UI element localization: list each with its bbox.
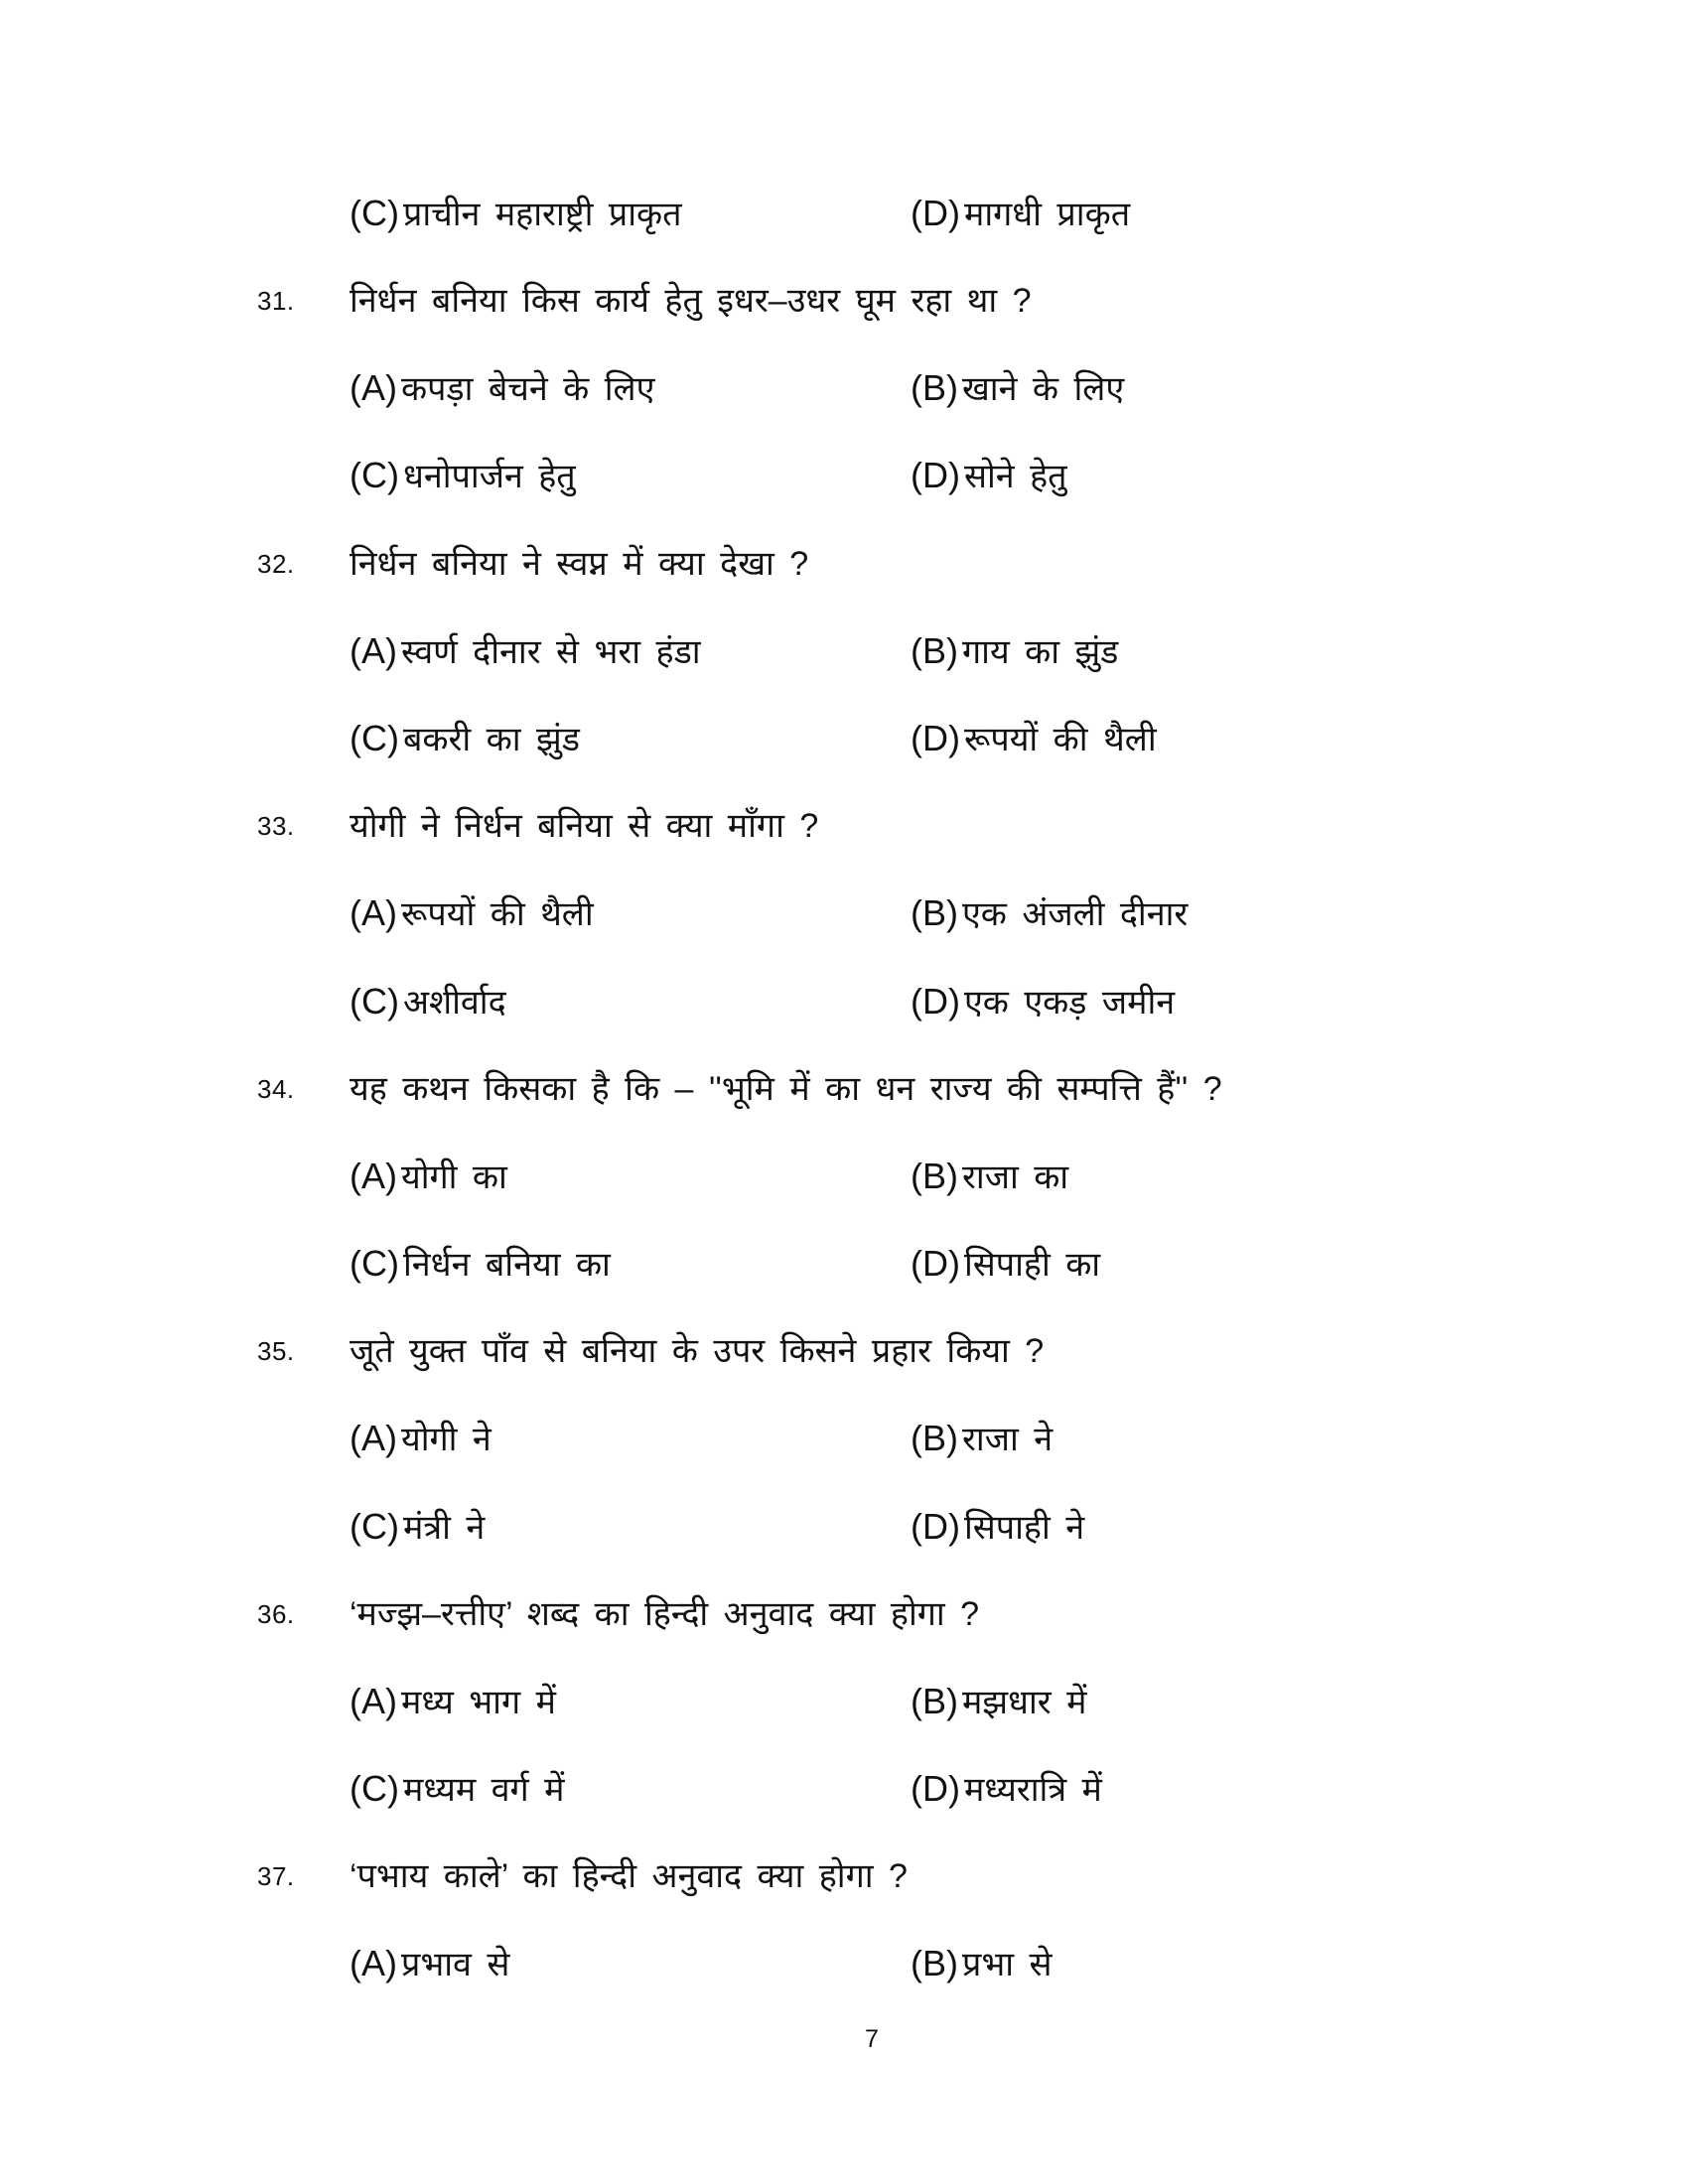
question-37 — [0, 1851, 1688, 1901]
option-text: मंत्री ने — [402, 1509, 486, 1547]
page-number: 7 — [865, 2025, 879, 2053]
option-label: (C) — [350, 1768, 399, 1809]
option-label: (D) — [911, 718, 960, 758]
option-text: प्राचीन महाराष्ट्री प्राकृत — [402, 196, 682, 233]
option-d — [911, 714, 1157, 764]
option-label: (D) — [911, 193, 960, 233]
option-d — [911, 189, 1130, 239]
option-b — [911, 888, 1188, 939]
question-number: 35. — [257, 1336, 295, 1366]
option-c — [350, 451, 576, 501]
option-row — [0, 1239, 1688, 1289]
option-text: रूपयों की थैली — [963, 721, 1157, 758]
option-row — [0, 363, 1688, 413]
option-row — [0, 888, 1688, 938]
option-label: (A) — [350, 630, 397, 671]
option-c — [350, 1502, 485, 1553]
option-row — [0, 1677, 1688, 1726]
option-row — [0, 1764, 1688, 1814]
option-row — [0, 451, 1688, 500]
option-label: (D) — [911, 1768, 960, 1809]
option-d — [911, 977, 1175, 1027]
option-text: स्वर्ण दीनार से भरा हंडा — [401, 633, 701, 671]
question-35 — [0, 1326, 1688, 1376]
question-number: 34. — [257, 1074, 295, 1104]
option-label: (C) — [350, 455, 399, 495]
option-b — [911, 1939, 1052, 1989]
option-row — [0, 714, 1688, 763]
option-b — [911, 1414, 1053, 1464]
option-text: बकरी का झुंड — [402, 721, 580, 758]
question-number: 37. — [257, 1861, 295, 1891]
option-label: (A) — [350, 1943, 397, 1983]
option-label: (D) — [911, 1506, 960, 1547]
option-text: धनोपार्जन हेतु — [402, 458, 576, 495]
option-d — [911, 451, 1067, 501]
option-text: मध्यरात्रि में — [963, 1771, 1102, 1809]
option-text: प्रभाव से — [401, 1946, 510, 1983]
option-label: (A) — [350, 1681, 397, 1721]
option-label: (A) — [350, 892, 397, 933]
option-text: सिपाही का — [963, 1246, 1101, 1284]
option-b — [911, 1152, 1068, 1202]
option-label: (C) — [350, 1243, 399, 1284]
question-text: जूते युक्त पाँव से बनिया के उपर किसने प्रहार किया ? — [350, 1332, 1045, 1370]
question-text: ‘मज्झ–रत्तीए’ शब्द का हिन्दी अनुवाद क्या होगा ? — [350, 1595, 980, 1633]
option-row — [0, 1939, 1688, 1988]
question-32 — [0, 539, 1688, 589]
option-b — [911, 363, 1124, 414]
option-text: योगी का — [401, 1159, 507, 1196]
option-label: (B) — [911, 1681, 958, 1721]
option-row — [0, 626, 1688, 676]
option-c — [350, 714, 580, 764]
option-text: सिपाही ने — [963, 1509, 1085, 1547]
option-label: (A) — [350, 1418, 397, 1458]
question-text: योगी ने निर्धन बनिया से क्या माँगा ? — [350, 807, 819, 845]
option-b — [911, 1677, 1086, 1727]
option-a — [350, 1939, 509, 1989]
option-label: (D) — [911, 981, 960, 1022]
option-label: (B) — [911, 1418, 958, 1458]
option-d — [911, 1502, 1084, 1553]
option-label: (C) — [350, 1506, 399, 1547]
option-text: प्रभा से — [962, 1946, 1053, 1983]
option-a — [350, 1414, 492, 1464]
option-a — [350, 1677, 556, 1727]
question-number: 36. — [257, 1599, 295, 1629]
question-number: 31. — [257, 286, 295, 316]
question-33 — [0, 801, 1688, 851]
option-text: एक एकड़ जमीन — [963, 984, 1176, 1022]
option-row — [0, 977, 1688, 1026]
option-label: (B) — [911, 1156, 958, 1196]
option-b — [911, 626, 1118, 677]
option-text: गाय का झुंड — [962, 633, 1119, 671]
option-text: कपड़ा बेचने के लिए — [401, 370, 655, 408]
question-text: यह कथन किसका है कि – ''भूमि में का धन राज्य की सम्पत्ति हैं'' ? — [350, 1070, 1222, 1108]
option-text: मध्यम वर्ग में — [402, 1771, 565, 1809]
question-number: 32. — [257, 549, 295, 579]
option-text: एक अंजली दीनार — [962, 895, 1189, 933]
option-row — [0, 1152, 1688, 1201]
option-a — [350, 626, 701, 677]
option-d — [911, 1239, 1100, 1290]
option-text: रूपयों की थैली — [401, 895, 594, 933]
option-row — [0, 189, 1688, 238]
option-text: मझधार में — [962, 1684, 1087, 1721]
option-a — [350, 363, 654, 414]
option-label: (D) — [911, 455, 960, 495]
option-text: मध्य भाग में — [401, 1684, 556, 1721]
question-number: 33. — [257, 811, 295, 841]
question-31 — [0, 276, 1688, 326]
question-text: निर्धन बनिया ने स्वप्न में क्या देखा ? — [350, 545, 809, 583]
option-text: राजा ने — [962, 1421, 1054, 1458]
question-text: ‘पभाय काले’ का हिन्दी अनुवाद क्या होगा ? — [350, 1857, 908, 1895]
option-row — [0, 1502, 1688, 1552]
option-label: (B) — [911, 630, 958, 671]
option-c — [350, 1764, 564, 1815]
option-a — [350, 1152, 507, 1202]
option-c — [350, 1239, 611, 1290]
option-text: मागधी प्राकृत — [963, 196, 1131, 233]
question-34 — [0, 1064, 1688, 1114]
question-text: निर्धन बनिया किस कार्य हेतु इधर–उधर घूम रहा था ? — [350, 282, 1032, 320]
option-label: (A) — [350, 367, 397, 408]
option-c — [350, 977, 506, 1027]
option-a — [350, 888, 594, 939]
option-label: (B) — [911, 892, 958, 933]
option-label: (D) — [911, 1243, 960, 1284]
option-label: (C) — [350, 718, 399, 758]
option-label: (B) — [911, 367, 958, 408]
option-text: सोने हेतु — [963, 458, 1067, 495]
option-row — [0, 1414, 1688, 1463]
option-label: (A) — [350, 1156, 397, 1196]
option-label: (C) — [350, 193, 399, 233]
option-text: निर्धन बनिया का — [402, 1246, 611, 1284]
option-label: (C) — [350, 981, 399, 1022]
option-text: अशीर्वाद — [402, 984, 506, 1022]
option-text: खाने के लिए — [962, 370, 1125, 408]
option-c — [350, 189, 682, 239]
option-d — [911, 1764, 1102, 1815]
option-text: राजा का — [962, 1159, 1069, 1196]
option-text: योगी ने — [401, 1421, 492, 1458]
question-36 — [0, 1589, 1688, 1639]
option-label: (B) — [911, 1943, 958, 1983]
